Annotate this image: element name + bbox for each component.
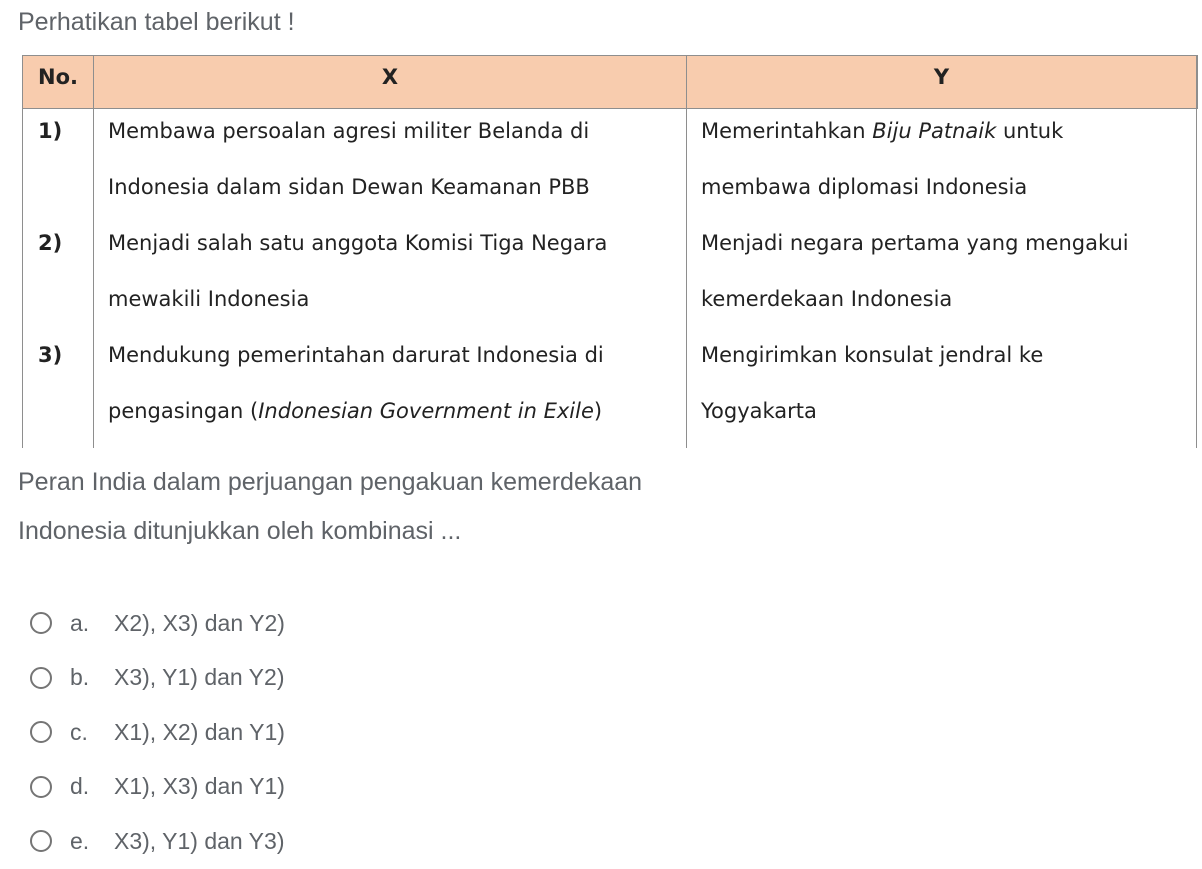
cell-x — [108, 159, 590, 215]
option-b[interactable] — [30, 651, 285, 706]
option-e[interactable] — [30, 814, 285, 869]
option-text: X3), Y1) dan Y2) — [114, 664, 285, 691]
cell-text: mewakili Indonesia — [108, 287, 310, 311]
italic-text: Indonesian Government in Exile — [258, 399, 594, 423]
cell-y — [701, 271, 952, 327]
cell-text: Indonesia dalam sidan Dewan Keamanan PBB — [108, 175, 590, 199]
cell-y — [701, 383, 817, 439]
table-divider — [22, 55, 23, 448]
table-divider — [686, 55, 687, 448]
option-letter: c. — [70, 718, 88, 745]
radio-button[interactable] — [30, 667, 52, 689]
option-d[interactable] — [30, 760, 285, 815]
cell-x — [108, 271, 309, 327]
cell-y — [701, 159, 1027, 215]
cell-text: pengasingan ( — [108, 399, 259, 423]
option-text: X1), X2) dan Y1) — [114, 718, 285, 745]
radio-button[interactable] — [30, 830, 52, 852]
cell-x — [108, 215, 607, 271]
answer-options — [30, 596, 285, 869]
option-text: X3), Y1) dan Y3) — [114, 827, 285, 854]
question-text — [18, 458, 642, 556]
option-c[interactable] — [30, 705, 285, 760]
option-letter: a. — [70, 609, 90, 636]
cell-x — [108, 327, 604, 383]
cell-text: Membawa persoalan agresi militer Belanda di — [108, 119, 590, 143]
cell-text: Menjadi salah satu anggota Komisi Tiga Negara — [108, 231, 608, 255]
cell-text: membawa diplomasi Indonesia — [701, 175, 1028, 199]
cell-y — [701, 215, 1129, 271]
option-text: X2), X3) dan Y2) — [114, 609, 285, 636]
header-no: No. — [38, 65, 78, 89]
question-line: Indonesia ditunjukkan oleh kombinasi ... — [18, 517, 462, 545]
header-y: Y — [933, 65, 950, 89]
row-number: 1) — [38, 119, 63, 143]
cell-text: untuk — [996, 119, 1064, 143]
header-x: X — [381, 65, 399, 89]
cell-x — [108, 103, 589, 159]
row-number: 2) — [38, 231, 63, 255]
table-divider — [1196, 55, 1197, 448]
radio-button[interactable] — [30, 776, 52, 798]
option-letter: d. — [70, 773, 90, 800]
cell-y — [701, 327, 1043, 383]
cell-text: Mendukung pemerintahan darurat Indonesia di — [108, 343, 604, 367]
table-divider — [93, 55, 94, 448]
question-table — [22, 55, 1198, 448]
radio-button[interactable] — [30, 612, 52, 634]
cell-text: Menjadi negara pertama yang mengakui — [701, 231, 1129, 255]
cell-text: Yogyakarta — [701, 399, 817, 423]
option-letter: e. — [70, 827, 90, 854]
question-line: Peran India dalam perjuangan pengakuan kemerdekaan — [18, 468, 643, 496]
cell-text: kemerdekaan Indonesia — [701, 287, 953, 311]
radio-button[interactable] — [30, 721, 52, 743]
intro-text: Perhatikan tabel berikut ! — [18, 8, 295, 36]
cell-text: Mengirimkan konsulat jendral ke — [701, 343, 1044, 367]
cell-x — [108, 383, 602, 439]
option-letter: b. — [70, 664, 90, 691]
option-a[interactable] — [30, 596, 285, 651]
option-text: X1), X3) dan Y1) — [114, 773, 285, 800]
cell-text: Memerintahkan — [701, 119, 873, 143]
row-number: 3) — [38, 343, 63, 367]
italic-text: Biju Patnaik — [872, 119, 997, 143]
cell-text: ) — [593, 399, 603, 423]
cell-y — [701, 103, 1063, 159]
